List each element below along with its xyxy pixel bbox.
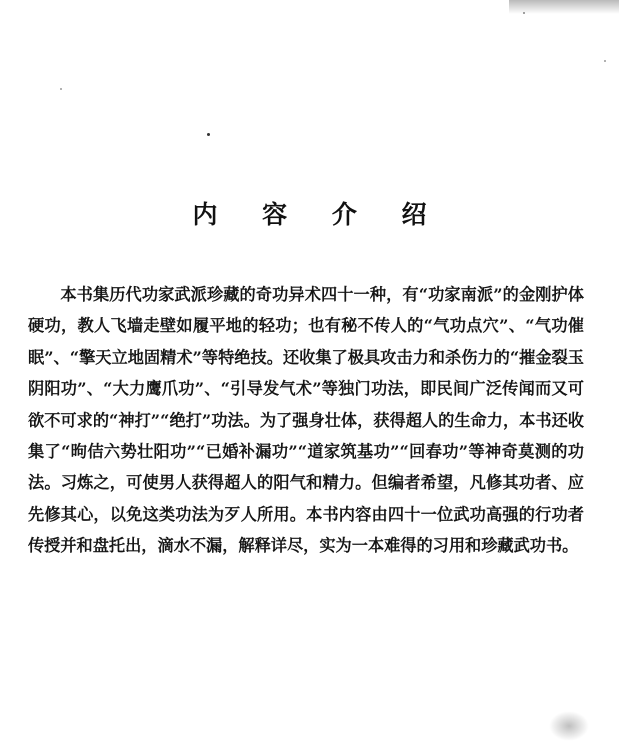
scan-artifact xyxy=(509,0,619,14)
scan-speck xyxy=(207,133,210,136)
scan-artifact xyxy=(549,711,589,741)
page-title: 内 容 介 绍 xyxy=(192,199,445,229)
scan-speck xyxy=(604,60,606,62)
scan-speck xyxy=(60,88,62,90)
body-paragraph: 本书集历代功家武派珍藏的奇功异术四十一种，有“功家南派”的金刚护体硬功，教人飞墙走壁如履平地的轻功；也有秘不传人的“气功点穴”、“气功催眠”、“擎天立地固精术”等特绝技。还收集了极具攻击力和杀伤力的“摧金裂玉阴阳功”、“大力鹰爪功”、“引导发气术”等独门功法，即民间广泛传闻而又可欲不可求的“神打”“绝打”功法。为了强身壮体，获得超人的生命力，本书还收集了“昫佶六势壮阳功”“已婚补漏功”“道家筑基功”“回春功”等神奇莫测的功法。习炼之，可使男人获得超人的阳气和精力。但编者希望，凡修其功者、应先修其心，以免这类功法为歹人所用。本书内容由四十一位武功高强的行功者传授并和盘托出，滴水不漏，解释详尽，实为一本难得的习用和珍藏武功书。 xyxy=(28,285,584,556)
scan-speck xyxy=(523,12,525,14)
